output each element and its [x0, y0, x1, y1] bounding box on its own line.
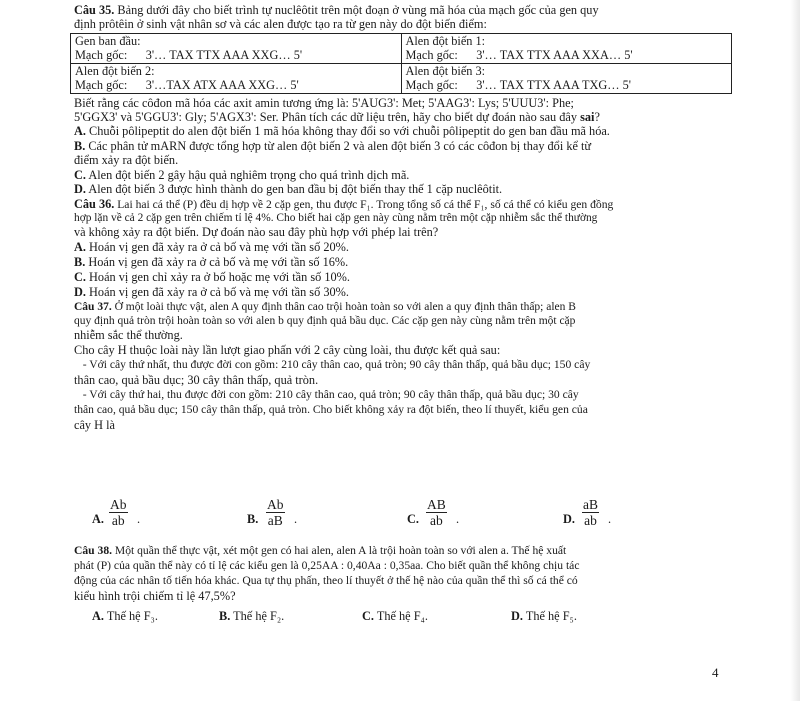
q35-question-mark: ? — [594, 110, 600, 124]
q37-option-a-genotype[interactable] — [109, 497, 128, 528]
cell-sequence: Mạch gốc: 3'… TAX TTX AAA XXA… 5' — [405, 48, 633, 63]
fraction-numerator: AB — [427, 497, 446, 512]
cell-sequence: Mạch gốc: 3'… TAX TTX AAA TXG… 5' — [405, 78, 631, 93]
q38-text-1: Một quần thể thực vật, xét một gen có hai alen, alen A là trội hoàn toàn so với alen a. Thế hệ xuất — [112, 544, 567, 557]
cell-title: Gen ban đầu: — [75, 34, 141, 48]
q38-option-c[interactable] — [362, 609, 428, 623]
option-label: C. — [74, 270, 86, 284]
q37-line-2: quy định quả tròn trội hoàn toàn so với alen b quy định quả bầu dục. Các cặp gen này cùng nằm trên một cặp — [74, 315, 576, 327]
q38-line-2: phát (P) của quần thể này có tỉ lệ các kiểu gen là 0,25AA : 0,40Aa : 0,35aa. Cho biết quần thể không chịu tác — [74, 559, 580, 572]
option-text: Thế hệ F₃. — [103, 609, 158, 623]
option-text: Các phân tử mARN được tổng hợp từ alen đột biến 2 và alen đột biến 3 có các côđon bị thay đổi kể từ — [85, 139, 592, 153]
q38-option-b[interactable] — [219, 609, 284, 623]
fraction-denominator: ab — [584, 513, 597, 528]
cell-title: Alen đột biến 2: — [75, 63, 155, 78]
q37-option-d-label[interactable]: D. — [563, 512, 575, 526]
q35-option-b[interactable] — [74, 139, 730, 153]
q36-heading: Câu 36. — [74, 197, 115, 211]
table-cell-mutant-1 — [401, 34, 732, 64]
option-text: Alen đột biến 2 gây hậu quả nghiêm trọng cho quá trình dịch mã. — [85, 168, 410, 182]
option-text: Hoán vị gen đã xảy ra ở cả bố và mẹ với tần số 20%. — [85, 240, 349, 254]
option-label: D. — [511, 609, 523, 623]
q37-option-a-label[interactable]: A. — [92, 512, 104, 526]
table-cell-mutant-2 — [71, 63, 402, 93]
q37-heading: Câu 37. — [74, 301, 112, 313]
option-label: C. — [362, 609, 374, 623]
option-text: Thế hệ F₅. — [522, 609, 577, 623]
q35-option-a[interactable] — [74, 124, 730, 138]
fraction-denominator: ab — [111, 513, 125, 528]
q37-line-7: - Với cây thứ hai, thu được đời con gồm: 210 cây thân cao, quả tròn; 90 cây thân thấp, quả bầu dục; 30 cây — [74, 388, 579, 401]
option-text: Chuỗi pôlipeptit do alen đột biến 1 mã hóa không thay đổi so với chuỗi pôlipeptit do gen ban đầu mã hóa. — [85, 124, 610, 138]
cell-sequence: Mạch gốc: 3'…TAX ATX AAA XXG… 5' — [75, 78, 299, 93]
option-text: Alen đột biến 3 được hình thành do gen ban đầu bị đột biến thay thế 1 cặp nuclêôtit. — [85, 182, 503, 196]
option-text: Thế hệ F₂. — [230, 609, 285, 623]
q36-option-a[interactable] — [74, 240, 730, 254]
cell-title: Alen đột biến 1: — [405, 34, 486, 48]
option-label: A. — [74, 124, 86, 138]
option-label: C. — [74, 168, 86, 182]
cell-sequence: Mạch gốc: 3'… TAX TTX AAA XXG… 5' — [75, 48, 303, 63]
option-text: Hoán vị gen chỉ xảy ra ở bố hoặc mẹ với tần số 10%. — [85, 270, 350, 284]
page-number: 4 — [712, 665, 719, 680]
fraction-numerator: Ab — [267, 497, 284, 512]
q35-intro-line-1 — [74, 3, 730, 17]
q36-line-2: hợp lặn về cả 2 cặp gen trên chiếm tỉ lệ 4%. Cho biết hai cặp gen này cùng nằm trên một cặp nhiễm sắc thể thường — [74, 212, 598, 224]
q38-option-a[interactable] — [92, 609, 158, 623]
option-text: Thế hệ F₄. — [373, 609, 428, 623]
q35-intro-text-1: Bảng dưới đây cho biết trình tự nuclêôtit trên một đoạn ở vùng mã hóa của mạch gốc của gen quy — [117, 3, 599, 17]
q37-option-d-genotype[interactable] — [582, 497, 599, 528]
q37-line-4: Cho cây H thuộc loài này lần lượt giao phấn với 2 cây cùng loài, thu được kết quả sau: — [74, 343, 501, 357]
q37-text-1: Ở một loài thực vật, alen A quy định thân cao trội hoàn toàn so với alen a quy định thân thấp; alen B — [111, 301, 576, 313]
q35-codon-text: 5'GGX3' và 5'GGU3': Gly; 5'AGX3': Ser. Phân tích các dữ liệu trên, hãy cho biết dự đoán nào sau đây — [74, 110, 581, 124]
q35-option-d[interactable] — [74, 182, 730, 196]
q37-line-8: thân cao, quả bầu dục; 150 cây thân thấp, quả tròn. Cho biết không xảy ra đột biến, theo lí thuyết, kiểu gen của — [74, 403, 588, 416]
option-label: B. — [74, 255, 86, 269]
option-label: D. — [74, 182, 86, 196]
q38-option-d[interactable] — [511, 609, 577, 623]
fraction-numerator: aB — [583, 497, 598, 512]
q37-option-c-genotype[interactable] — [426, 497, 447, 528]
gene-sequence-table — [70, 33, 732, 94]
q36-option-d[interactable] — [74, 285, 730, 299]
page-edge-shadow — [790, 0, 800, 701]
q35-option-b-cont: điểm xảy ra đột biến. — [74, 153, 179, 167]
q36-option-c[interactable] — [74, 270, 730, 284]
q38-line-1 — [74, 544, 730, 558]
cell-title: Alen đột biến 3: — [405, 63, 486, 78]
q35-heading: Câu 35. — [74, 3, 115, 17]
option-text: Hoán vị gen đã xảy ra ở cả bố và mẹ với tần số 16%. — [85, 255, 349, 269]
option-label: A. — [74, 240, 86, 254]
fraction-denominator: aB — [267, 513, 283, 528]
q36-text-1: Lai hai cá thể (P) đều dị hợp về 2 cặp gen, thu được F₁. Trong tổng số cá thể F₁, số cá thể có kiểu gen đồng — [114, 198, 614, 211]
q38-line-4: kiểu hình trội chiếm tỉ lệ 47,5%? — [74, 589, 236, 603]
q38-line-3: động của các nhân tố tiến hóa khác. Qua tự thụ phấn, theo lí thuyết ở thế hệ nào của quần thể thì số cá thể có — [74, 574, 578, 587]
q37-option-b-genotype[interactable] — [266, 497, 285, 528]
q35-codon-line-2 — [74, 110, 730, 124]
option-label: B. — [219, 609, 231, 623]
option-text: Hoán vị gen đã xảy ra ở cả bố và mẹ với tần số 30%. — [85, 285, 349, 299]
option-label: D. — [74, 285, 86, 299]
q37-line-1 — [74, 300, 730, 314]
q35-codon-line-1: Biết rằng các côđon mã hóa các axit amin tương ứng là: 5'AUG3': Met; 5'AAG3': Lys; 5'UUU3': Phe; — [74, 96, 574, 110]
table-cell-mutant-3 — [401, 63, 732, 93]
q36-line-3: và không xảy ra đột biến. Dự đoán nào sau đây phù hợp với phép lai trên? — [74, 225, 439, 239]
table-cell-original-gene — [71, 34, 402, 64]
q35-emphasis-sai: sai — [580, 110, 595, 124]
option-label: B. — [74, 139, 86, 153]
q35-intro-line-2: định prôtêin ở sinh vật nhân sơ và các alen được tạo ra từ gen này do đột biến điểm: — [74, 17, 487, 31]
q35-option-c[interactable] — [74, 168, 730, 182]
exam-page: Câu 35. Bảng dưới đây cho biết trình tự nuclêôtit trên một đoạn ở vùng mã hóa của mạch gốc của gen quy định prôtêin ở sinh vật nhân sơ và các alen được tạo ra từ gen này do đột biến điểm: Gen ban đầu: Mạch gốc: 3'… TAX TTX AAA XXG… 5' Alen đột biến 1: Mạch gốc: 3'… TAX TTX AAA XXA… 5' Alen đột biến 2: Mạch gốc: 3'…TAX ATX AAA XXG… 5' Alen đột biến 3: Mạch gốc: 3'… TAX TTX AAA TXG… 5' Biết rằng các côđon mã hóa các axit amin tương ứng là: 5'AUG3': Met; 5'AAG3': Lys; 5'UUU3': Phe; 5'GGX3' và 5'GGU3': Gly; 5'AGX3': Ser. Phân tích các dữ liệu trên, hãy cho biết dự đoán nào sau đây sai? A. Chuỗi pôlipeptit do alen đột biến 1 mã hóa không thay đổi so với chuỗi pôlipeptit do gen ban đầu mã hóa. B. Các phân tử mARN được tổng hợp từ alen đột biến 2 và alen đột biến 3 có các côđon bị thay đổi kể từ điểm xảy ra đột biến. C. Alen đột biến 2 gây hậu quả nghiêm trọng cho quá trình dịch mã. D. Alen đột biến 3 được hình thành do gen ban đầu bị đột biến thay thế 1 cặp nuclêôtit. Câu 36. Lai hai cá thể (P) đều dị hợp về 2 cặp gen, thu được F₁. Trong tổng số cá thể F₁, số cá thể có kiểu gen đồng hợp lặn về cả 2 cặp gen trên chiếm tỉ lệ 4%. Cho biết hai cặp gen này cùng nằm trên một cặp nhiễm sắc thể thường và không xảy ra đột biến. Dự đoán nào sau đây phù hợp với phép lai trên? A. Hoán vị gen đã xảy ra ở cả bố và mẹ với tần số 20%. B. Hoán vị gen đã xảy ra ở cả bố và mẹ với tần số 16%. C. Hoán vị gen chỉ xảy ra ở bố hoặc mẹ với tần số 10%. D. Hoán vị gen đã xảy ra ở cả bố và mẹ với tần số 30%. Câu 37. Ở một loài thực vật, alen A quy định thân cao trội hoàn toàn so với alen a quy định thân thấp; alen B quy định quả tròn trội hoàn toàn so với alen b quy định quả bầu dục. Các cặp gen này cùng nằm trên một cặp nhiễm sắc thể thường. Cho cây H thuộc loài này lần lượt giao phấn với 2 cây cùng loài, thu được kết quả sau: - Với cây thứ nhất, thu được đời con gồm: 210 cây thân cao, quả tròn; 90 cây thân thấp, quả bầu dục; 150 cây thân cao, quả bầu dục; 30 cây thân thấp, quả tròn. - Với cây thứ hai, thu được đời con gồm: 210 cây thân cao, quả tròn; 90 cây thân thấp, quả bầu dục; 30 cây thân cao, quả bầu dục; 150 cây thân thấp, quả tròn. Cho biết không xảy ra đột biến, theo lí thuyết, kiểu gen của cây H là A. $\frac{Ab}{ab}$ . B. $\frac{Ab}{aB}$ . C. $\frac{AB}{ab}$ . D. $\frac{aB}{ab}$ . Câu 38. Một quần thể thực vật, xét một gen có hai alen, alen A là trội hoàn toàn so với alen a. Thế hệ xuất phát (P) của quần thể này có tỉ lệ các kiểu gen là 0,25AA : 0,40Aa : 0,35aa. Cho biết quần thể không chịu tác động của các nhân tố tiến hóa khác. Qua tự thụ phấn, theo lí thuyết ở thế hệ nào của quần thể thì số cá thể có kiểu hình trội chiếm tỉ lệ 47,5%? A. Thế hệ F₃. B. Thế hệ F₂. C. Thế hệ F₄. D. Thế hệ F₅. 4 — [0, 0, 800, 701]
q37-line-3: nhiễm sắc thể thường. — [74, 328, 183, 342]
q37-line-9: cây H là — [74, 418, 115, 432]
option-label: A. — [92, 609, 104, 623]
q37-option-b-label[interactable]: B. — [247, 512, 259, 526]
q37-line-6: thân cao, quả bầu dục; 30 cây thân thấp, quả tròn. — [74, 373, 319, 387]
fraction-denominator: ab — [430, 513, 443, 528]
fraction-numerator: Ab — [110, 497, 127, 512]
q36-option-b[interactable] — [74, 255, 730, 269]
q38-heading: Câu 38. — [74, 544, 113, 557]
q37-line-5: - Với cây thứ nhất, thu được đời con gồm: 210 cây thân cao, quả tròn; 90 cây thân thấp, quả bầu dục; 150 cây — [74, 358, 591, 371]
q37-option-c-label[interactable]: C. — [407, 512, 419, 526]
